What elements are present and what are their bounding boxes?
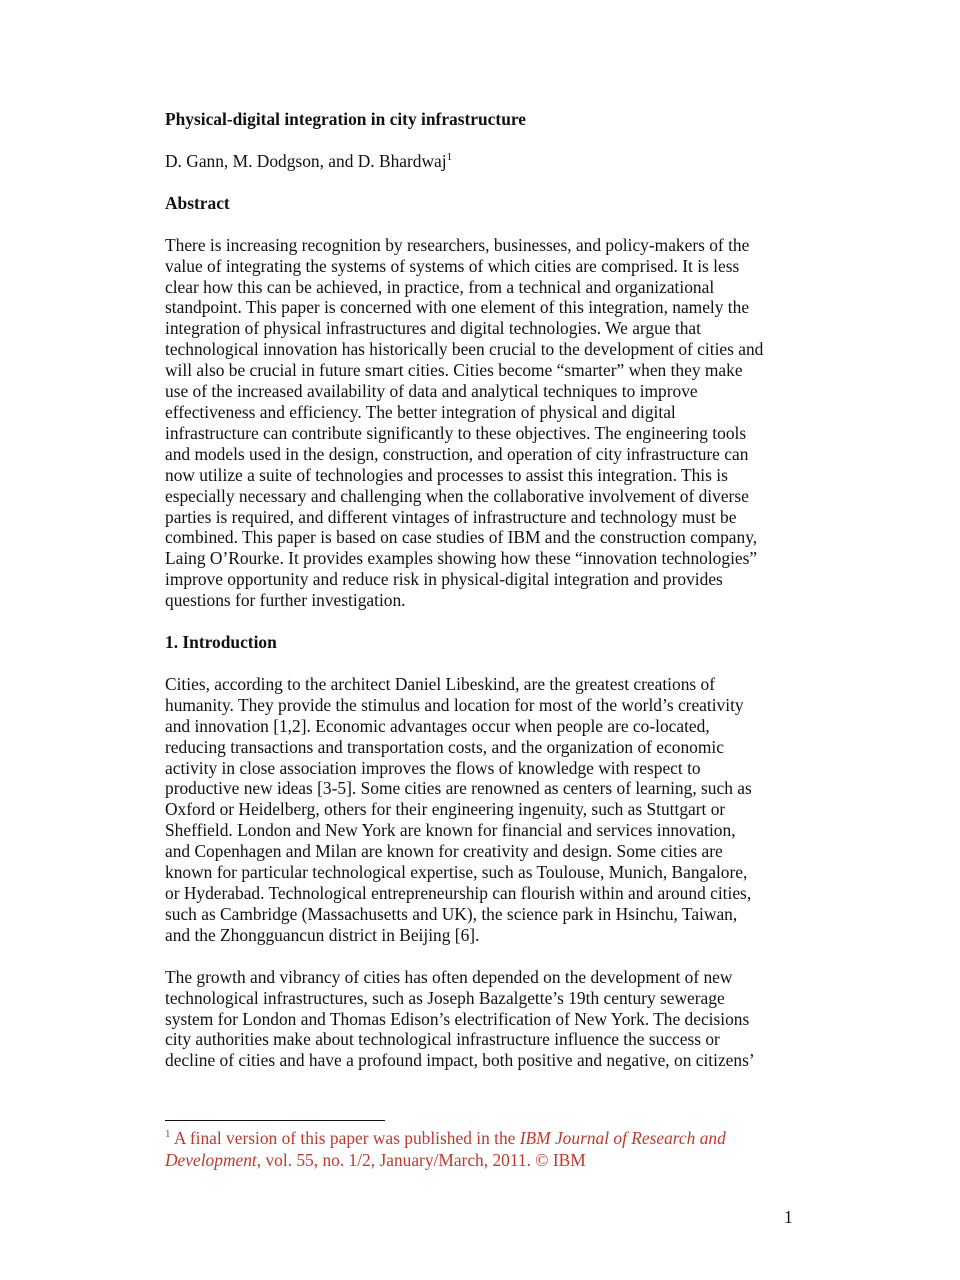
intro-line: such as Cambridge (Massachusetts and UK), the science park in Hsinchu, Taiwan, — [165, 903, 738, 924]
footnote — [165, 1127, 797, 1171]
intro-paragraph-2 — [165, 967, 797, 1072]
abstract-line: and models used in the design, construction, and operation of city infrastructure can — [165, 443, 749, 464]
intro-paragraph-1 — [165, 674, 797, 946]
abstract-line: value of integrating the systems of systems of which cities are comprised. It is less — [165, 255, 740, 276]
abstract-line: now utilize a suite of technologies and processes to assist this integration. This is — [165, 464, 728, 485]
abstract-line: clear how this can be achieved, in practice, from a technical and organizational — [165, 276, 715, 297]
intro-heading: 1. Introduction — [165, 632, 277, 653]
intro-line: or Hyderabad. Technological entrepreneurship can flourish within and around cities, — [165, 883, 752, 903]
footnote-journal-link[interactable]: IBM Journal of Research and — [519, 1128, 726, 1148]
intro-line: and the Zhongguancun district in Beijing [6]. — [165, 924, 480, 945]
author-footnote-marker[interactable]: 1 — [446, 151, 453, 164]
authors: D. Gann, M. Dodgson, and D. Bhardwaj — [165, 150, 447, 171]
footnote-text: A final version of this paper was published in the — [170, 1128, 520, 1148]
abstract-paragraph — [165, 235, 797, 611]
intro-line: Cities, according to the architect Daniel Libeskind, are the greatest creations of — [165, 673, 716, 694]
intro-line: productive new ideas [3-5]. Some cities are renowned as centers of learning, such as — [165, 778, 752, 799]
intro-line: humanity. They provide the stimulus and location for most of the world’s creativity — [165, 694, 744, 715]
abstract-line: improve opportunity and reduce risk in physical-digital integration and provides — [165, 569, 723, 590]
footnote-divider — [165, 1120, 385, 1121]
abstract-line: combined. This paper is based on case studies of IBM and the construction company, — [165, 527, 758, 548]
intro-line: known for particular technological expertise, such as Toulouse, Munich, Bangalore, — [165, 862, 748, 883]
abstract-heading: Abstract — [165, 192, 230, 213]
abstract-line: questions for further investigation. — [165, 590, 406, 611]
abstract-line: use of the increased availability of data and analytical techniques to improve — [165, 381, 698, 402]
page-number: 1 — [784, 1207, 793, 1227]
footnote-line-2 — [165, 1149, 797, 1171]
abstract-line: There is increasing recognition by researchers, businesses, and policy-makers of the — [165, 234, 750, 255]
intro-line: system for London and Thomas Edison’s electrification of New York. The decisions — [165, 1008, 750, 1029]
page-content — [165, 109, 797, 1071]
footnote-line-1 — [165, 1127, 797, 1149]
intro-line: city authorities make about technological infrastructure influence the success or — [165, 1029, 720, 1050]
abstract-line: Laing O’Rourke. It provides examples showing how these “innovation technologies” — [165, 548, 758, 569]
paper-title: Physical-digital integration in city infrastructure — [165, 109, 526, 129]
intro-line: technological infrastructures, such as Joseph Bazalgette’s 19th century sewerage — [165, 987, 725, 1008]
abstract-line: will also be crucial in future smart cities. Cities become “smarter” when they make — [165, 360, 743, 381]
intro-line: Sheffield. London and New York are known for financial and services innovation, — [165, 820, 736, 841]
author-line — [165, 151, 797, 172]
abstract-line: technological innovation has historically been crucial to the development of cities and — [165, 339, 764, 360]
footnote-marker: 1 — [165, 1128, 171, 1141]
abstract-line: especially necessary and challenging when the collaborative involvement of diverse — [165, 485, 749, 506]
intro-line: reducing transactions and transportation costs, and the organization of economic — [165, 736, 724, 757]
footnote-citation: , vol. 55, no. 1/2, January/March, 2011. © IBM — [256, 1150, 586, 1170]
footnote-journal-link[interactable]: Development — [165, 1150, 257, 1170]
abstract-line: integration of physical infrastructures and digital technologies. We argue that — [165, 318, 701, 339]
intro-line: The growth and vibrancy of cities has often depended on the development of new — [165, 966, 733, 987]
abstract-line: effectiveness and efficiency. The better integration of physical and digital — [165, 401, 676, 422]
intro-line: Oxford or Heidelberg, others for their engineering ingenuity, such as Stuttgart or — [165, 799, 726, 820]
abstract-line: standpoint. This paper is concerned with one element of this integration, namely the — [165, 297, 750, 318]
intro-line: activity in close association improves the flows of knowledge with respect to — [165, 757, 701, 778]
abstract-line: parties is required, and different vintages of infrastructure and technology must be — [165, 506, 737, 527]
intro-line: and innovation [1,2]. Economic advantages occur when people are co-located, — [165, 715, 710, 736]
abstract-line: infrastructure can contribute significantly to these objectives. The engineering tools — [165, 422, 747, 443]
intro-line: decline of cities and have a profound impact, both positive and negative, on citizens’ — [165, 1050, 755, 1071]
intro-line: and Copenhagen and Milan are known for creativity and design. Some cities are — [165, 841, 723, 862]
